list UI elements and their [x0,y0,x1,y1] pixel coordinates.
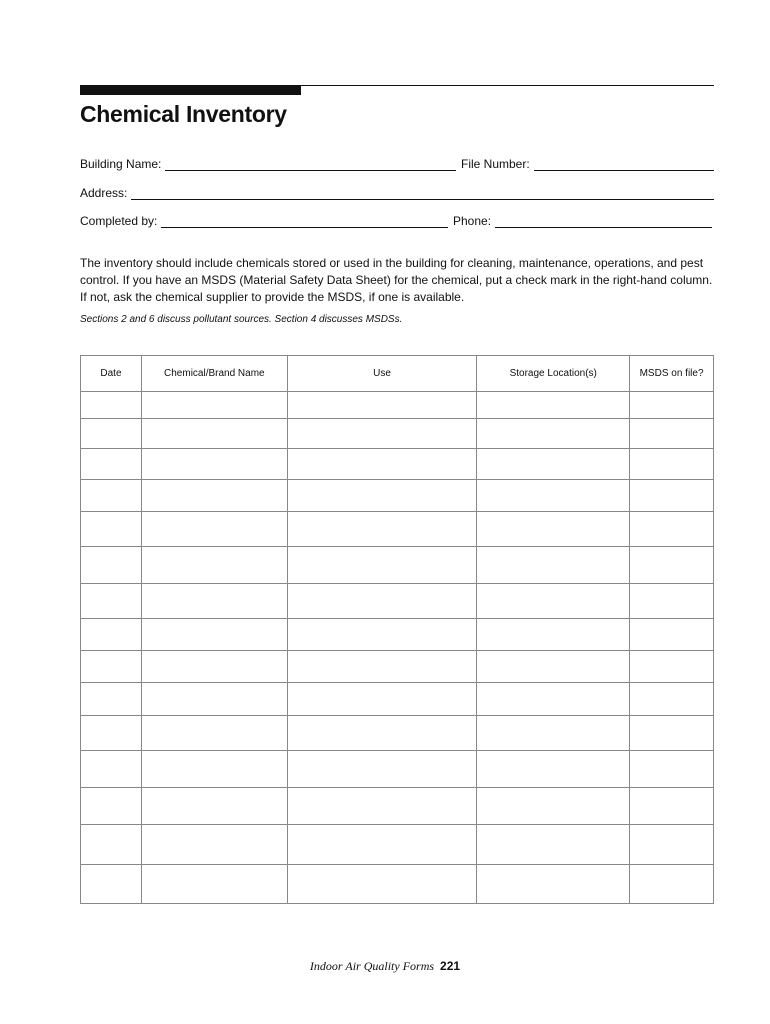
table-row [81,584,714,619]
storage-location-cell[interactable] [477,683,630,716]
chemical-brand-cell[interactable] [141,419,287,449]
building-name-input[interactable] [165,158,456,171]
table-row [81,751,714,788]
table-row [81,619,714,651]
use-cell[interactable] [287,619,477,651]
page-number: 221 [440,959,461,973]
table-row [81,788,714,825]
table-row [81,547,714,584]
table-row [81,716,714,751]
chemical-brand-cell[interactable] [141,480,287,512]
intro-line: The inventory should include chemicals stored or used in the building for cleaning, maintenance, operations, and pest [80,256,704,270]
use-cell[interactable] [287,865,477,904]
use-cell[interactable] [287,584,477,619]
msds-cell[interactable] [630,392,714,419]
storage-location-cell[interactable] [477,619,630,651]
msds-cell[interactable] [630,619,714,651]
building-name-field [80,157,456,171]
use-cell[interactable] [287,683,477,716]
chemical-brand-cell[interactable] [141,392,287,419]
storage-location-cell[interactable] [477,651,630,683]
date-cell[interactable] [81,419,142,449]
storage-location-cell[interactable] [477,392,630,419]
header-rule-thick [80,85,301,95]
file-number-input[interactable] [534,158,714,171]
table-row [81,683,714,716]
header-rule-thin [80,85,714,86]
msds-cell[interactable] [630,512,714,547]
chemical-brand-cell[interactable] [141,716,287,751]
msds-cell[interactable] [630,584,714,619]
table-row [81,825,714,865]
date-cell[interactable] [81,751,142,788]
file-number-field [461,157,714,171]
use-cell[interactable] [287,419,477,449]
completed-by-label: Completed by: [80,214,158,228]
chemical-brand-cell[interactable] [141,547,287,584]
use-column-header: Use [287,356,477,392]
date-cell[interactable] [81,512,142,547]
use-cell[interactable] [287,716,477,751]
completed-by-input[interactable] [161,215,448,228]
table-row [81,392,714,419]
chemical-brand-cell[interactable] [141,751,287,788]
storage-location-cell[interactable] [477,788,630,825]
page-title: Chemical Inventory [80,101,287,127]
msds-cell[interactable] [630,825,714,865]
chemical-brand-cell[interactable] [141,683,287,716]
table-row [81,480,714,512]
intro-paragraph [80,255,720,306]
use-cell[interactable] [287,651,477,683]
date-cell[interactable] [81,716,142,751]
building-name-label: Building Name: [80,157,162,171]
date-column-header: Date [81,356,142,392]
date-cell[interactable] [81,619,142,651]
msds-column-header: MSDS on file? [630,356,714,392]
storage-location-cell[interactable] [477,480,630,512]
address-input[interactable] [131,187,714,200]
chemical-brand-cell[interactable] [141,865,287,904]
page-footer [0,959,770,974]
storage-location-cell[interactable] [477,419,630,449]
chemical-brand-cell[interactable] [141,512,287,547]
use-cell[interactable] [287,825,477,865]
storage-location-cell[interactable] [477,825,630,865]
address-field [80,186,714,200]
chemical-brand-cell[interactable] [141,651,287,683]
completed-by-field [80,214,448,228]
use-cell[interactable] [287,480,477,512]
table-body [81,392,714,904]
msds-cell[interactable] [630,716,714,751]
date-cell[interactable] [81,865,142,904]
use-cell[interactable] [287,392,477,419]
chemical-brand-cell[interactable] [141,619,287,651]
chemical-brand-cell[interactable] [141,825,287,865]
chemical-brand-cell[interactable] [141,449,287,480]
intro-line: If not, ask the chemical supplier to provide the MSDS, if one is available. [80,290,465,304]
sections-note: Sections 2 and 6 discuss pollutant sources. Section 4 discusses MSDSs. [80,314,403,325]
table-row [81,865,714,904]
date-cell[interactable] [81,547,142,584]
storage-location-cell[interactable] [477,716,630,751]
msds-cell[interactable] [630,449,714,480]
storage-location-cell[interactable] [477,547,630,584]
date-cell[interactable] [81,651,142,683]
use-cell[interactable] [287,751,477,788]
msds-cell[interactable] [630,651,714,683]
table-header-row [81,356,714,392]
date-cell[interactable] [81,683,142,716]
phone-input[interactable] [495,215,712,228]
table-row [81,449,714,480]
msds-cell[interactable] [630,419,714,449]
date-cell[interactable] [81,480,142,512]
intro-line: control. If you have an MSDS (Material Safety Data Sheet) for the chemical, put a check mark in the right-hand column. [80,273,713,287]
msds-cell[interactable] [630,480,714,512]
storage-location-cell[interactable] [477,751,630,788]
storage-location-cell[interactable] [477,449,630,480]
storage-location-column-header: Storage Location(s) [477,356,630,392]
msds-cell[interactable] [630,865,714,904]
msds-cell[interactable] [630,683,714,716]
date-cell[interactable] [81,788,142,825]
storage-location-cell[interactable] [477,584,630,619]
footer-title: Indoor Air Quality Forms [309,959,435,973]
table-row [81,419,714,449]
phone-field [453,214,712,228]
msds-cell[interactable] [630,547,714,584]
use-cell[interactable] [287,547,477,584]
date-cell[interactable] [81,392,142,419]
file-number-label: File Number: [461,157,530,171]
use-cell[interactable] [287,449,477,480]
chemical-brand-cell[interactable] [141,788,287,825]
date-cell[interactable] [81,825,142,865]
msds-cell[interactable] [630,788,714,825]
msds-cell[interactable] [630,751,714,788]
storage-location-cell[interactable] [477,512,630,547]
inventory-table [80,355,714,904]
date-cell[interactable] [81,584,142,619]
date-cell[interactable] [81,449,142,480]
use-cell[interactable] [287,512,477,547]
storage-location-cell[interactable] [477,865,630,904]
chemical-brand-column-header: Chemical/Brand Name [141,356,287,392]
table-row [81,651,714,683]
table-row [81,512,714,547]
address-label: Address: [80,186,128,200]
chemical-brand-cell[interactable] [141,584,287,619]
phone-label: Phone: [453,214,492,228]
use-cell[interactable] [287,788,477,825]
